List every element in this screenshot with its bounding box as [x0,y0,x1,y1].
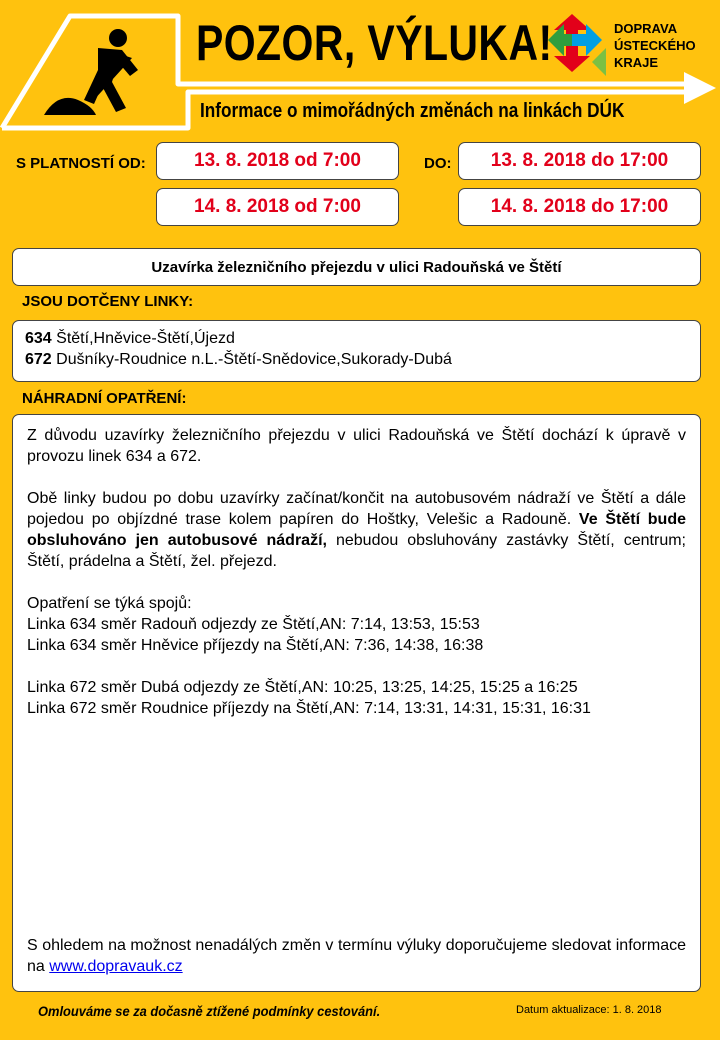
page-subtitle: Informace o mimořádných změnách na linkách DÚK [200,100,625,122]
valid-from-date-2: 14. 8. 2018 od 7:00 [156,188,399,226]
line-route: Dušníky-Roudnice n.L.-Štětí-Snědovice,Sukorady-Dubá [56,351,452,368]
measures-paragraph-2: Obě linky budou po dobu uzavírky začínat/končit na autobusovém nádraží ve Štětí a dále pojedou po objízdné trase kolem papíren do Hoštky, Velešic a Radouně. Ve Štětí bude obsluhováno jen autobusové nádraží, nebudou obsluhovány zastávky Štětí, centrum; Štětí, prádelna a Štětí, žel. přejezd. [27,490,686,570]
brand-name [614,20,696,71]
measures-label: NÁHRADNÍ OPATŘENÍ: [22,390,187,407]
measures-emphasis: Ve Štětí bude obsluhováno jen autobusové nádraží, [27,511,686,549]
valid-from-date-1: 13. 8. 2018 od 7:00 [156,142,399,180]
trip-row: Linka 634 směr Hněvice příjezdy na Štětí,AN: 7:36, 14:38, 16:38 [27,637,484,654]
line-number: 672 [25,351,52,368]
measures-closing: S ohledem na možnost nenadálých změn v termínu výluky doporučujeme sledovat informace na www.dopravauk.cz [27,937,686,975]
trip-row: Linka 672 směr Dubá odjezdy ze Štětí,AN: 10:25, 13:25, 14:25, 15:25 a 16:25 [27,679,578,696]
valid-from-label: S PLATNOSTÍ OD: [16,155,146,172]
duk-logo-icon [548,14,606,76]
brand-line-3: KRAJE [614,55,659,70]
valid-to-date-2: 14. 8. 2018 do 17:00 [458,188,701,226]
line-route: Štětí,Hněvice-Štětí,Újezd [56,330,235,347]
line-number: 634 [25,330,52,347]
measures-paragraph-1: Z důvodu uzavírky železničního přejezdu v ulici Radouňská ve Štětí dochází k úpravě v provozu linek 634 a 672. [27,427,686,465]
affected-lines-box [12,320,701,382]
valid-to-date-1: 13. 8. 2018 do 17:00 [458,142,701,180]
update-date: Datum aktualizace: 1. 8. 2018 [516,1004,662,1016]
affected-line-634 [25,328,688,349]
affected-lines-label: JSOU DOTČENY LINKY: [22,293,194,310]
arrow-icon [684,72,716,104]
trip-row: Linka 672 směr Roudnice příjezdy na Štětí,AN: 7:14, 13:31, 14:31, 15:31, 16:31 [27,700,591,717]
valid-to-label: DO: [424,155,452,172]
apology-note: Omlouváme se za dočasně ztížené podmínky cestování. [38,1003,381,1019]
website-link[interactable]: www.dopravauk.cz [49,958,183,975]
trip-row: Linka 634 směr Radouň odjezdy ze Štětí,AN: 7:14, 13:53, 15:53 [27,616,480,633]
measures-box [12,414,701,992]
brand-line-2: ÚSTECKÉHO [614,38,696,53]
trips-intro: Opatření se týká spojů: [27,595,192,612]
worker-icon [44,29,138,115]
affected-line-672 [25,349,688,370]
brand-line-1: DOPRAVA [614,21,678,36]
page-title: POZOR, VÝLUKA! [196,15,553,71]
closure-title: Uzavírka železničního přejezdu v ulici Radouňská ve Štětí [12,248,701,286]
